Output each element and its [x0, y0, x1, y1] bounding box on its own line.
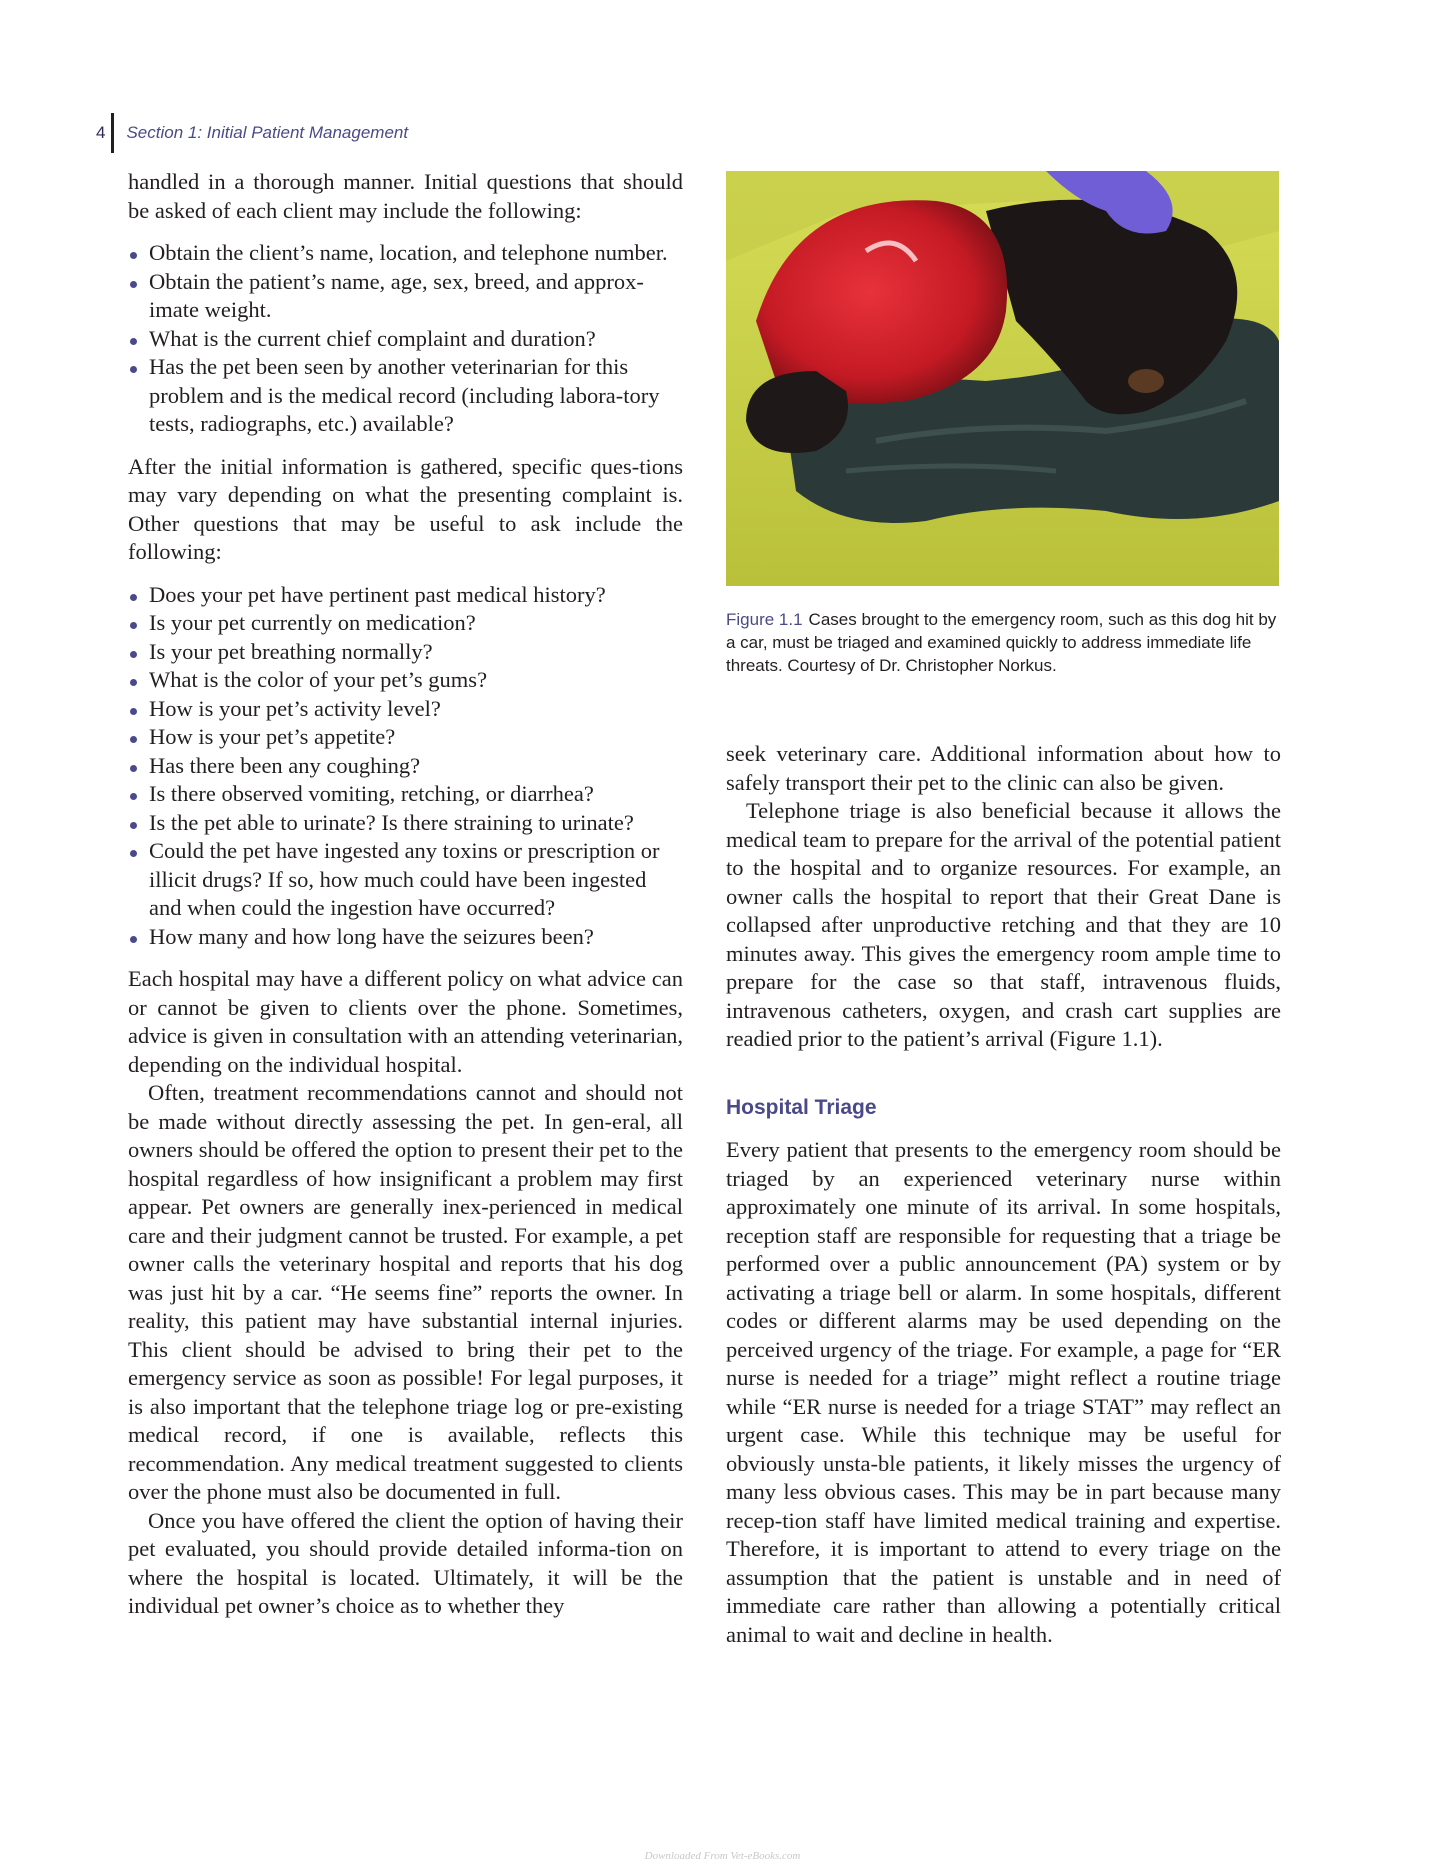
- list-item: Is your pet breathing normally?: [128, 638, 683, 667]
- often-paragraph: Often, treatment recommendations cannot and should not be made without directly assessing the pet. In gen-eral, all owners should be offered the option to present their pet to the hospital regardless of how insignificant a problem may first appear. Pet owners are generally inex-perienced in medical care and their judgment cannot be trusted. For example, a pet owner calls the veterinary hospital and reports that his dog was just hit by a car. “He seems fine” reports the owner. In reality, this patient may have substantial internal injuries. This client should be advised to bring their pet to the emergency service as soon as possible! For legal purposes, it is also important that the telephone triage log or pre-existing medical record, if one is available, reflects this recommendation. Any medical treatment suggested to clients over the phone must also be documented in full.: [128, 1080, 683, 1504]
- right-column: [726, 740, 1281, 1649]
- list-item: Obtain the client’s name, location, and telephone number.: [128, 239, 683, 268]
- left-column: [128, 168, 683, 1621]
- initial-questions-list: [128, 239, 683, 439]
- intro-paragraph: handled in a thorough manner. Initial questions that should be asked of each client may include the following:: [128, 169, 683, 223]
- triage-paragraph: Every patient that presents to the emergency room should be triaged by an experienced veterinary nurse within approximately one minute of its arrival. In some hospitals, reception staff are responsible for requesting that a triage be performed over a public announcement (PA) system or by activating a triage bell or alarm. In some hospitals, different codes or different alarms may be used depending on the perceived urgency of the triage. For example, a page for “ER nurse is needed for a triage” might reflect a routine triage while “ER nurse is needed for a triage STAT” may reflect an urgent case. While this technique may be useful for obviously unsta-ble patients, it likely misses the urgency of many less obvious cases. This may be in part because many recep-tion staff have limited medical training and expertise. Therefore, it is important to attend to every triage on the assumption that the patient is unstable and in need of immediate care rather than allowing a potentially critical animal to wait and decline in health.: [726, 1137, 1281, 1647]
- figure-caption-text: Cases brought to the emergency room, such as this dog hit by a car, must be triaged and examined quickly to address immediate life threats. Courtesy of Dr. Christopher Norkus.: [726, 610, 1277, 675]
- figure-label: Figure 1.1: [726, 610, 803, 629]
- section-title: Section 1: Initial Patient Management: [126, 123, 409, 142]
- followup-questions-list: [128, 581, 683, 952]
- once-paragraph: Once you have offered the client the option of having their pet evaluated, you should provide detailed informa-tion on where the hospital is located. Ultimately, it will be the individual pet owner’s choice as to whether they: [128, 1507, 683, 1618]
- list-item: What is the current chief complaint and duration?: [128, 325, 683, 354]
- header-divider: [111, 113, 114, 153]
- footer-watermark: Downloaded From Vet-eBooks.com: [644, 1850, 801, 1862]
- telephone-paragraph: Telephone triage is also beneficial because it allows the medical team to prepare for the arrival of the potential patient to the hospital and to organize resources. For example, an owner calls the hospital to report that their Great Dane is collapsed after unproductive retching and that they are 10 minutes away. This gives the emergency room ample time to prepare for the case so that staff, intravenous fluids, intravenous catheters, oxygen, and crash cart supplies are readied prior to the patient’s arrival (Figure 1.1).: [726, 798, 1281, 1051]
- running-head: [96, 112, 408, 154]
- list-item: Obtain the patient’s name, age, sex, breed, and approx-imate weight.: [128, 268, 683, 325]
- list-item: Is there observed vomiting, retching, or diarrhea?: [128, 780, 683, 809]
- followup-intro-paragraph: After the initial information is gathered, specific ques-tions may vary depending on what the presenting complaint is. Other questions that may be useful to ask include the following:: [128, 453, 683, 564]
- figure-photo: [726, 171, 1279, 586]
- continued-paragraph: seek veterinary care. Additional information about how to safely transport their pet to the clinic can also be given.: [726, 741, 1281, 795]
- list-item: How is your pet’s activity level?: [128, 695, 683, 724]
- hospital-triage-heading: Hospital Triage: [726, 1095, 877, 1119]
- list-item: Has the pet been seen by another veterinarian for this problem and is the medical record (including labora-tory tests, radiographs, etc.) available?: [128, 353, 683, 439]
- policy-paragraph: Each hospital may have a different policy on what advice can or cannot be given to clients over the phone. Sometimes, advice is given in consultation with an attending veterinarian, depending on the individual hospital.: [128, 966, 683, 1077]
- list-item: How many and how long have the seizures been?: [128, 923, 683, 952]
- figure-caption: [726, 608, 1286, 677]
- list-item: Is your pet currently on medication?: [128, 609, 683, 638]
- list-item: Has there been any coughing?: [128, 752, 683, 781]
- list-item: What is the color of your pet’s gums?: [128, 666, 683, 695]
- list-item: How is your pet’s appetite?: [128, 723, 683, 752]
- page-number: 4: [96, 123, 106, 142]
- list-item: Does your pet have pertinent past medical history?: [128, 581, 683, 610]
- list-item: Could the pet have ingested any toxins or prescription or illicit drugs? If so, how much could have been ingested and when could the ingestion have occurred?: [128, 837, 683, 923]
- injured-dog-illustration: [726, 171, 1279, 586]
- list-item: Is the pet able to urinate? Is there straining to urinate?: [128, 809, 683, 838]
